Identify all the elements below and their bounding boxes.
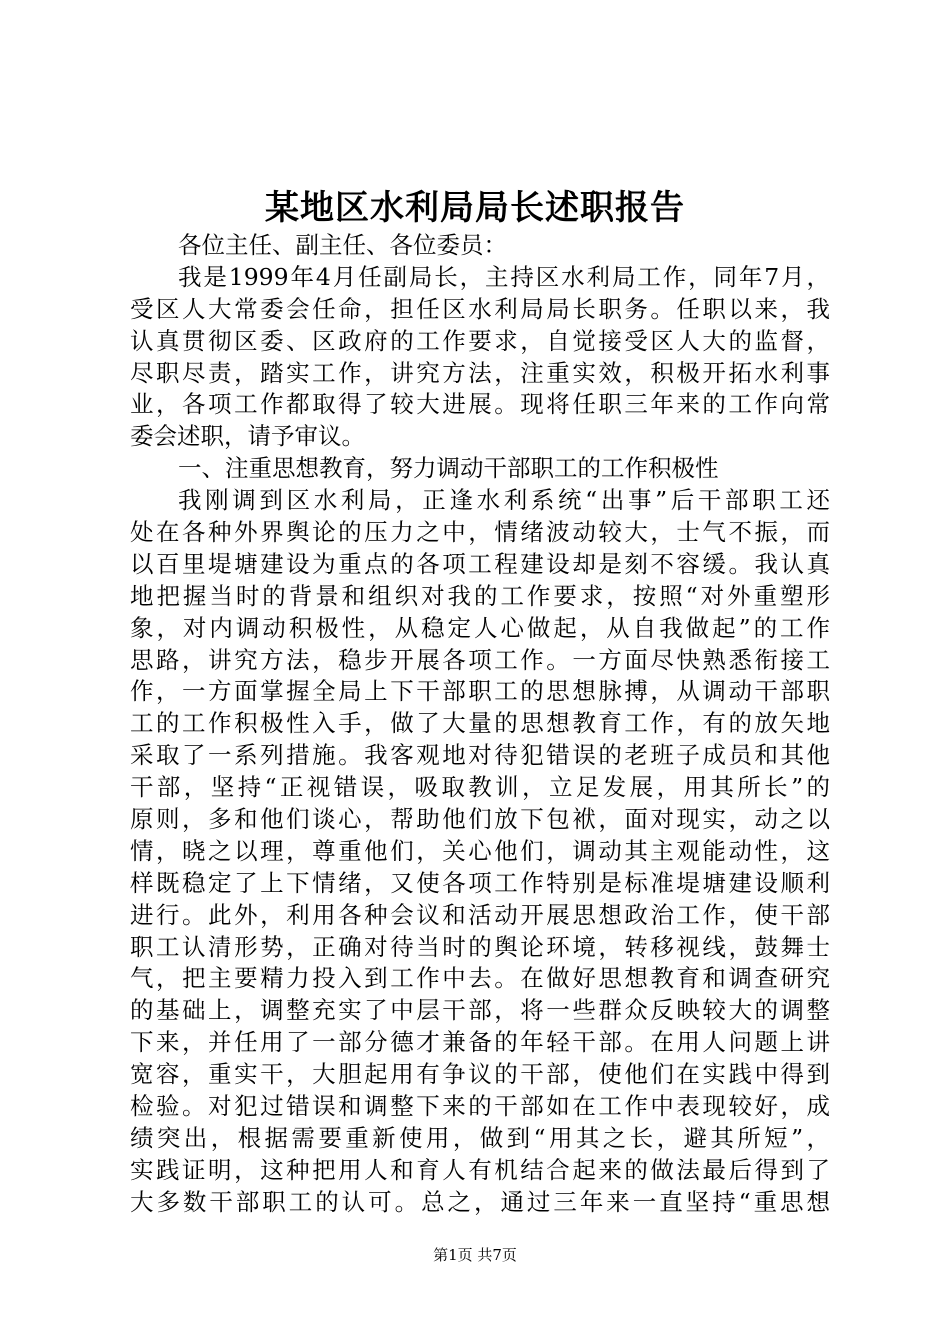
body-line: 检验。对犯过错误和调整下来的干部如在工作中表现较好，成 <box>130 1092 830 1121</box>
body-line: 工的工作积极性入手，做了大量的思想教育工作，有的放矢地 <box>130 709 830 738</box>
body-line: 作，一方面掌握全局上下干部职工的思想脉搏，从调动干部职 <box>130 677 830 706</box>
body-line: 以百里堤塘建设为重点的各项工程建设却是刻不容缓。我认真 <box>130 549 830 578</box>
body-line: 干部，坚持“正视错误，吸取教训，立足发展，用其所长”的 <box>130 773 830 802</box>
body-line: 地把握当时的背景和组织对我的工作要求，按照“对外重塑形 <box>130 581 830 610</box>
body-line: 采取了一系列措施。我客观地对待犯错误的老班子成员和其他 <box>130 741 830 770</box>
body-line: 情，晓之以理，尊重他们，关心他们，调动其主观能动性，这 <box>130 836 830 865</box>
body-line: 委会述职，请予审议。 <box>130 422 365 451</box>
body-line: 实践证明，这种把用人和育人有机结合起来的做法最后得到了 <box>130 1155 830 1184</box>
body-line: 我刚调到区水利局，正逢水利系统“出事”后干部职工还 <box>178 486 830 515</box>
body-line: 原则，多和他们谈心，帮助他们放下包袱，面对现实，动之以 <box>130 805 830 834</box>
body-line: 思路，讲究方法，稳步开展各项工作。一方面尽快熟悉衔接工 <box>130 645 830 674</box>
document-title: 某地区水利局局长述职报告 <box>265 188 685 228</box>
body-line: 象，对内调动积极性，从稳定人心做起，从自我做起”的工作 <box>130 613 830 642</box>
body-line: 尽职尽责，踏实工作，讲究方法，注重实效，积极开拓水利事 <box>130 358 830 387</box>
section-heading: 一、注重思想教育，努力调动干部职工的工作积极性 <box>178 454 719 483</box>
body-line: 大多数干部职工的认可。总之，通过三年来一直坚持“重思想 <box>130 1187 830 1216</box>
body-line: 绩突出，根据需要重新使用，做到“用其之长，避其所短”， <box>130 1123 830 1152</box>
body-line: 的基础上，调整充实了中层干部，将一些群众反映较大的调整 <box>130 996 830 1025</box>
body-line: 进行。此外，利用各种会议和活动开展思想政治工作，使干部 <box>130 900 830 929</box>
body-line: 业，各项工作都取得了较大进展。现将任职三年来的工作向常 <box>130 390 830 419</box>
body-line: 职工认清形势，正确对待当时的舆论环境，转移视线，鼓舞士 <box>130 932 830 961</box>
body-line: 气，把主要精力投入到工作中去。在做好思想教育和调查研究 <box>130 964 830 993</box>
salutation-line: 各位主任、副主任、各位委员： <box>178 231 507 259</box>
body-line: 我是1999年4月任副局长，主持区水利局工作，同年7月， <box>178 262 830 291</box>
page-footer: 第1页 共7页 <box>433 1246 517 1264</box>
document-body <box>130 230 830 1219</box>
body-line: 认真贯彻区委、区政府的工作要求，自觉接受区人大的监督， <box>130 326 830 355</box>
body-line: 宽容，重实干，大胆起用有争议的干部，使他们在实践中得到 <box>130 1060 830 1089</box>
body-line: 下来，并任用了一部分德才兼备的年轻干部。在用人问题上讲 <box>130 1028 830 1057</box>
body-line: 处在各种外界舆论的压力之中，情绪波动较大，士气不振，而 <box>130 518 830 547</box>
body-line: 受区人大常委会任命，担任区水利局局长职务。任职以来，我 <box>130 294 830 323</box>
body-line: 样既稳定了上下情绪，又使各项工作特别是标准堤塘建设顺利 <box>130 868 830 897</box>
